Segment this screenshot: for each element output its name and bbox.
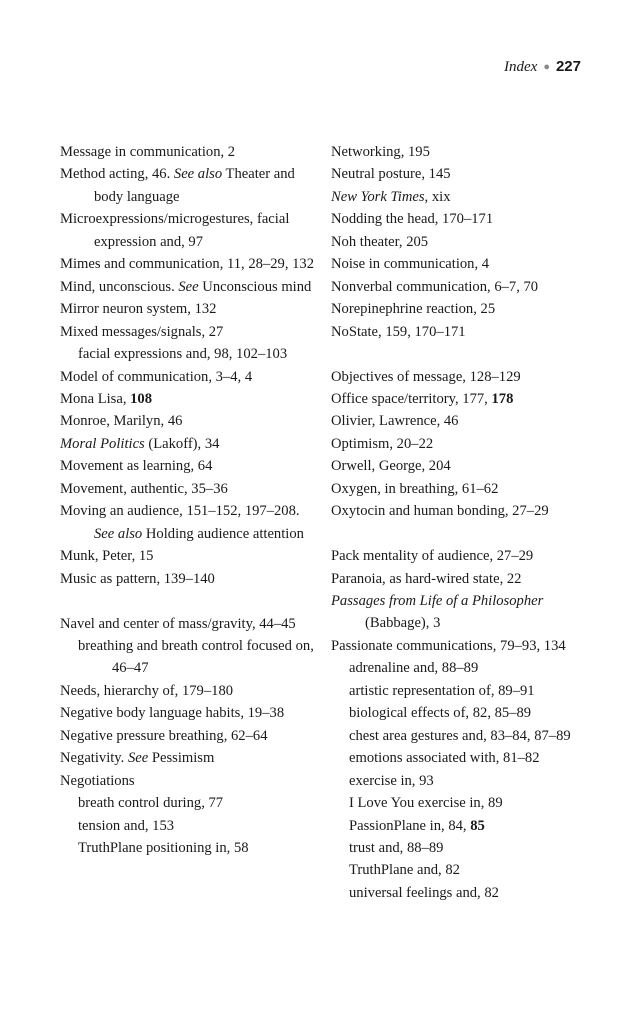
index-entry [331, 208, 593, 230]
index-subentry [331, 702, 593, 724]
index-entry [331, 455, 593, 477]
index-subentry [331, 792, 593, 814]
entry-text: adrenaline and, 88–89 [349, 660, 479, 677]
index-entry [331, 298, 593, 320]
index-column-right [331, 141, 593, 904]
index-entry [60, 163, 322, 208]
entry-text: Method acting, 46. [60, 166, 174, 183]
entry-text: Mona Lisa, [60, 390, 131, 407]
entry-text: Mirror neuron system, 132 [60, 301, 217, 318]
entry-text: Optimism, 20–22 [331, 435, 434, 452]
entry-text: Mind, unconscious. [60, 278, 179, 295]
index-entry [331, 253, 593, 275]
index-entry [60, 613, 322, 635]
index-subentry [60, 343, 322, 365]
section-title: Index [504, 59, 538, 75]
entry-text: TruthPlane and, 82 [349, 862, 460, 879]
entry-text: Passages from Life of a Philosopher [331, 593, 544, 610]
entry-text: universal feelings and, 82 [349, 884, 499, 901]
entry-text: 178 [491, 390, 514, 407]
entry-text: chest area gestures and, 83–84, 87–89 [349, 727, 571, 744]
entry-text: Noise in communication, 4 [331, 256, 490, 273]
entry-text: Neutral posture, 145 [331, 166, 451, 183]
index-entry [60, 321, 322, 343]
entry-text: Pack mentality of audience, 27–29 [331, 548, 534, 565]
index-entry [331, 321, 593, 343]
index-entry [331, 590, 593, 635]
entry-text: Mixed messages/signals, 27 [60, 323, 224, 340]
index-entry [60, 725, 322, 747]
entry-text: TruthPlane positioning in, 58 [78, 840, 249, 857]
letter-group-gap [60, 590, 322, 612]
index-subentry [331, 680, 593, 702]
index-entry [331, 500, 593, 522]
index-entry [331, 388, 593, 410]
index-entry [331, 410, 593, 432]
entry-text: facial expressions and, 98, 102–103 [78, 346, 288, 363]
entry-text: New York Times [331, 188, 425, 205]
entry-text: Negotiations [60, 772, 135, 789]
entry-text: emotions associated with, 81–82 [349, 750, 540, 767]
entry-text: artistic representation of, 89–91 [349, 682, 535, 699]
entry-text: (Babbage), 3 [365, 615, 441, 632]
index-entry [60, 545, 322, 567]
entry-text: Negative body language habits, 19–38 [60, 705, 285, 722]
index-subentry [331, 815, 593, 837]
entry-text: biological effects of, 82, 85–89 [349, 705, 532, 722]
bullet-separator-icon: ● [543, 61, 550, 73]
entry-text: breathing and breath control focused on, 46–47 [78, 637, 314, 677]
entry-text: Theater and body language [94, 166, 295, 205]
index-subentry [331, 859, 593, 881]
index-entry [60, 455, 322, 477]
entry-text: Objectives of message, 128–129 [331, 368, 521, 385]
entry-text: Monroe, Marilyn, 46 [60, 413, 183, 430]
entry-text: Music as pattern, 139–140 [60, 570, 215, 587]
entry-text: I Love You exercise in, 89 [349, 795, 503, 812]
letter-group-gap [331, 343, 593, 365]
entry-text: Holding audience attention [142, 525, 304, 542]
index-subentry [331, 747, 593, 769]
index-entry [331, 545, 593, 567]
index-subentry [60, 815, 322, 837]
entry-text: Movement as learning, 64 [60, 458, 213, 475]
index-entry [60, 478, 322, 500]
entry-text: Moving an audience, 151–152, 197–208. [60, 503, 300, 520]
entry-text: Movement, authentic, 35–36 [60, 480, 228, 497]
index-subentry [331, 882, 593, 904]
entry-text: trust and, 88–89 [349, 840, 444, 857]
entry-text: breath control during, 77 [78, 795, 224, 812]
index-entry [60, 500, 322, 545]
entry-text: See also [94, 525, 143, 542]
index-entry [331, 276, 593, 298]
entry-text: Munk, Peter, 15 [60, 548, 154, 565]
entry-text: Passionate communications, 79–93, 134 [331, 637, 566, 654]
entry-text: (Lakoff), 34 [144, 435, 220, 452]
page-number: 227 [555, 58, 581, 75]
entry-text: Negative pressure breathing, 62–64 [60, 727, 268, 744]
entry-text: Olivier, Lawrence, 46 [331, 413, 459, 430]
index-entry [60, 388, 322, 410]
index-subentry [331, 770, 593, 792]
entry-text: Moral Politics [60, 435, 145, 452]
entry-text: Nodding the head, 170–171 [331, 211, 494, 228]
entry-text: Noh theater, 205 [331, 233, 429, 250]
index-subentry [331, 837, 593, 859]
index-entry [60, 366, 322, 388]
index-entry [60, 208, 322, 253]
entry-text: Office space/territory, 177, [331, 390, 492, 407]
entry-text: Oxytocin and human bonding, 27–29 [331, 503, 549, 520]
entry-text: Needs, hierarchy of, 179–180 [60, 682, 234, 699]
entry-text: tension and, 153 [78, 817, 175, 834]
entry-text: See [127, 750, 149, 767]
entry-text: Oxygen, in breathing, 61–62 [331, 480, 499, 497]
entry-text: Norepinephrine reaction, 25 [331, 301, 496, 318]
index-entry [331, 366, 593, 388]
entry-text: Pessimism [148, 750, 215, 767]
index-entry [60, 747, 322, 769]
entry-text: , xix [424, 188, 451, 205]
entry-text: PassionPlane in, 84, [349, 817, 471, 834]
entry-text: 108 [130, 390, 153, 407]
entry-text: Navel and center of mass/gravity, 44–45 [60, 615, 296, 632]
index-entry [60, 433, 322, 455]
entry-text: Networking, 195 [331, 144, 430, 160]
index-subentry [60, 837, 322, 859]
running-head [504, 57, 581, 78]
entry-text: Nonverbal communication, 6–7, 70 [331, 278, 539, 295]
index-entry [60, 276, 322, 298]
entry-text: Orwell, George, 204 [331, 458, 451, 475]
index-subentry [60, 792, 322, 814]
entry-text: See also [173, 166, 223, 183]
entry-text: Negativity. [60, 750, 128, 767]
index-entry [60, 568, 322, 590]
index-entry [60, 770, 322, 792]
letter-group-gap [331, 523, 593, 545]
entry-text: exercise in, 93 [349, 772, 434, 789]
index-entry [331, 163, 593, 185]
index-entry [60, 253, 322, 275]
index-entry [331, 568, 593, 590]
index-entry [331, 231, 593, 253]
index-column-left [60, 141, 322, 859]
index-subentry [331, 657, 593, 679]
index-subentry [331, 725, 593, 747]
index-entry [331, 478, 593, 500]
index-entry [60, 298, 322, 320]
entry-text: 85 [470, 817, 485, 834]
index-entry [60, 680, 322, 702]
index-entry [60, 702, 322, 724]
entry-text: Message in communication, 2 [60, 144, 236, 160]
index-entry [331, 141, 593, 163]
entry-text: Unconscious mind [198, 278, 312, 295]
entry-text: See [178, 278, 199, 295]
index-entry [331, 186, 593, 208]
index-entry [60, 141, 322, 163]
entry-text: Model of communication, 3–4, 4 [60, 368, 253, 385]
index-entry [60, 410, 322, 432]
entry-text: Microexpressions/microgestures, facial expression and, 97 [60, 211, 290, 250]
entry-text: NoState, 159, 170–171 [331, 323, 466, 340]
entry-text: Mimes and communication, 11, 28–29, 132 [60, 256, 315, 273]
index-entry [331, 635, 593, 657]
entry-text: Paranoia, as hard-wired state, 22 [331, 570, 522, 587]
index-subentry [60, 635, 322, 680]
index-entry [331, 433, 593, 455]
